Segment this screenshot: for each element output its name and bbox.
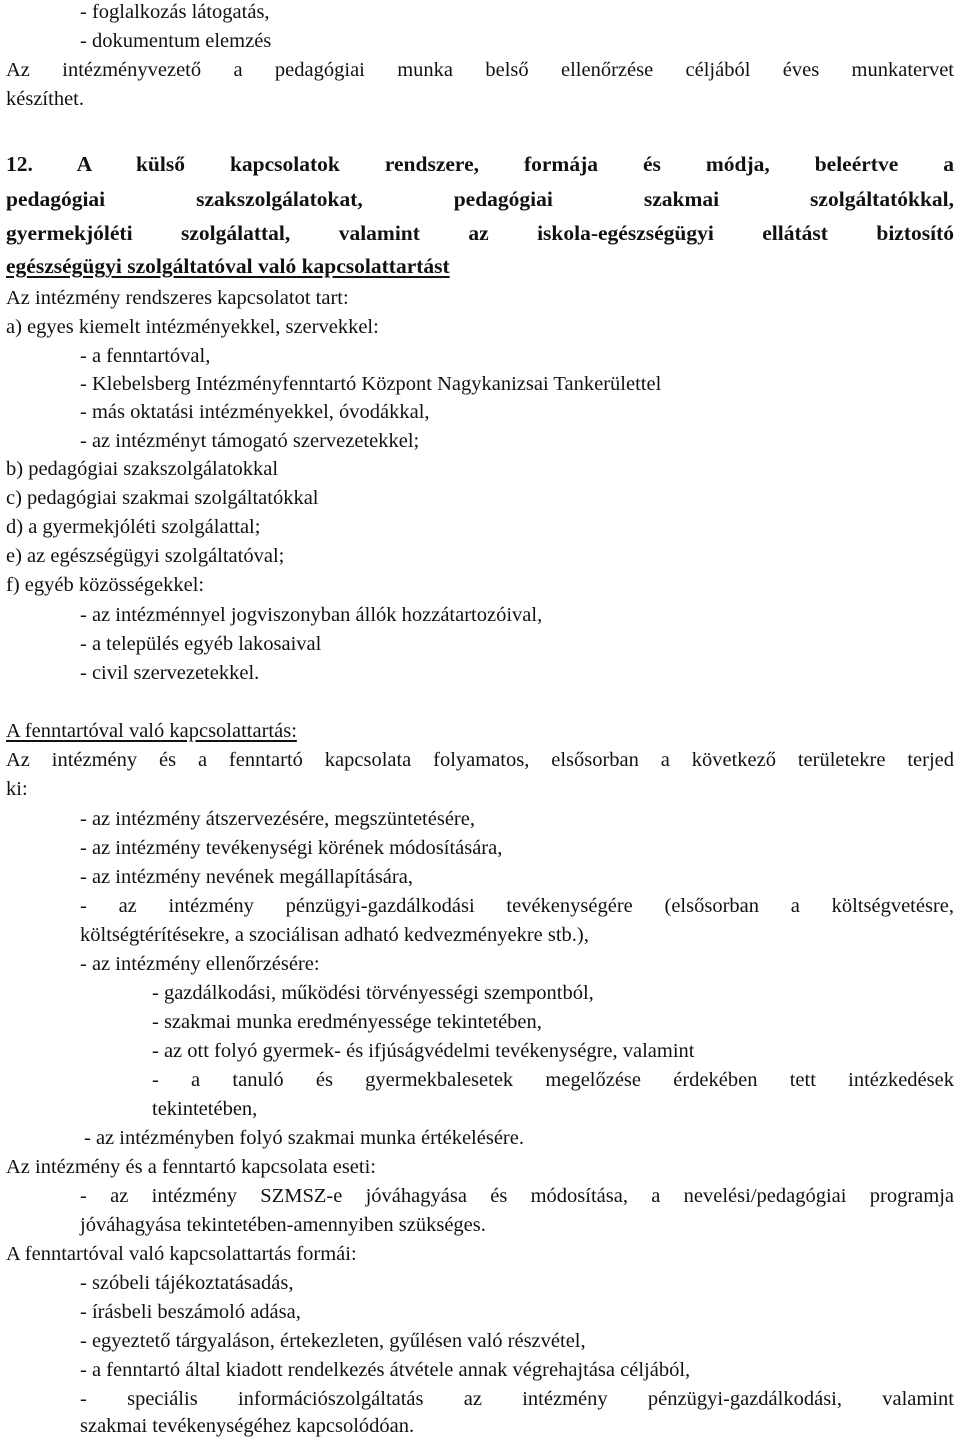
list-item: - dokumentum elemzés — [80, 30, 272, 52]
list-item: - az intézmény SZMSZ-e jóváhagyása és módosítása, a nevelési/pedagógiai programja — [80, 1185, 954, 1207]
list-item: - az intézmény nevének megállapítására, — [80, 866, 413, 888]
list-item: - Klebelsberg Intézményfenntartó Központ Nagykanizsai Tankerülettel — [80, 373, 662, 395]
list-item: - az intézmény pénzügyi-gazdálkodási tevékenységére (elsősorban a költségvetésre, — [80, 895, 954, 917]
list-item: költségtérítésekre, a szociálisan adható kedvezményekre stb.), — [80, 924, 589, 946]
paragraph-line: Az intézmény rendszeres kapcsolatot tart: — [6, 287, 349, 309]
list-item: - az intézmény tevékenységi körének módosítására, — [80, 837, 503, 859]
list-item: a) egyes kiemelt intézményekkel, szervekkel: — [6, 316, 379, 338]
paragraph-line: Az intézményvezető a pedagógiai munka belső ellenőrzése céljából éves munkatervet — [6, 59, 954, 81]
paragraph-line: Az intézmény és a fenntartó kapcsolata folyamatos, elsősorban a következő területekre terjed — [6, 749, 954, 771]
list-item: f) egyéb közösségekkel: — [6, 574, 205, 596]
sub-list-item: - szakmai munka eredményessége tekintetében, — [152, 1011, 542, 1033]
list-item: - az intézményt támogató szervezetekkel; — [80, 430, 420, 452]
list-item: - civil szervezetekkel. — [80, 662, 260, 684]
list-item: - szóbeli tájékoztatásadás, — [80, 1272, 294, 1294]
list-item: - speciális információszolgáltatás az intézmény pénzügyi-gazdálkodási, valamint — [80, 1388, 954, 1410]
list-item: - az intézménnyel jogviszonyban állók hozzátartozóival, — [80, 604, 543, 626]
section-heading: 12. A külső kapcsolatok rendszere, formája és módja, beleértve a — [6, 152, 954, 176]
list-item: - az intézményben folyó szakmai munka értékelésére. — [84, 1127, 524, 1149]
paragraph-line: Az intézmény és a fenntartó kapcsolata eseti: — [6, 1156, 376, 1178]
list-item: - a fenntartó által kiadott rendelkezés átvétele annak végrehajtása céljából, — [80, 1359, 691, 1381]
list-item: - más oktatási intézményekkel, óvodákkal, — [80, 401, 430, 423]
list-item: d) a gyermekjóléti szolgálattal; — [6, 516, 261, 538]
section-heading: pedagógiai szakszolgálatokat, pedagógiai szakmai szolgáltatókkal, — [6, 187, 954, 211]
list-item: - foglalkozás látogatás, — [80, 1, 270, 23]
list-item: jóváhagyása tekintetében-amennyiben szükséges. — [80, 1214, 486, 1236]
sub-list-item: - gazdálkodási, működési törvényességi szempontból, — [152, 982, 594, 1004]
list-item: szakmai tevékenységéhez kapcsolódóan. — [80, 1415, 415, 1437]
list-item: e) az egészségügyi szolgáltatóval; — [6, 545, 285, 567]
list-item: b) pedagógiai szakszolgálatokkal — [6, 458, 279, 480]
paragraph-line: A fenntartóval való kapcsolattartás formái: — [6, 1243, 357, 1265]
paragraph-line: ki: — [6, 778, 28, 800]
list-item: - az intézmény ellenőrzésére: — [80, 953, 320, 975]
list-item: - a fenntartóval, — [80, 345, 211, 367]
section-heading: egészségügyi szolgáltatóval való kapcsolattartást — [6, 254, 450, 278]
list-item: - egyeztető tárgyaláson, értekezleten, gyűlésen való részvétel, — [80, 1330, 586, 1352]
sub-list-item: - az ott folyó gyermek- és ifjúságvédelmi tevékenységre, valamint — [152, 1040, 695, 1062]
list-item: - írásbeli beszámoló adása, — [80, 1301, 301, 1323]
subsection-heading: A fenntartóval való kapcsolattartás: — [6, 720, 297, 742]
sub-list-item: - a tanuló és gyermekbalesetek megelőzése érdekében tett intézkedések — [152, 1069, 954, 1091]
list-item: - az intézmény átszervezésére, megszüntetésére, — [80, 808, 475, 830]
section-heading: gyermekjóléti szolgálattal, valamint az iskola-egészségügyi ellátást biztosító — [6, 221, 954, 245]
sub-list-item: tekintetében, — [152, 1098, 258, 1120]
paragraph-line: készíthet. — [6, 88, 84, 110]
list-item: c) pedagógiai szakmai szolgáltatókkal — [6, 487, 319, 509]
list-item: - a település egyéb lakosaival — [80, 633, 322, 655]
